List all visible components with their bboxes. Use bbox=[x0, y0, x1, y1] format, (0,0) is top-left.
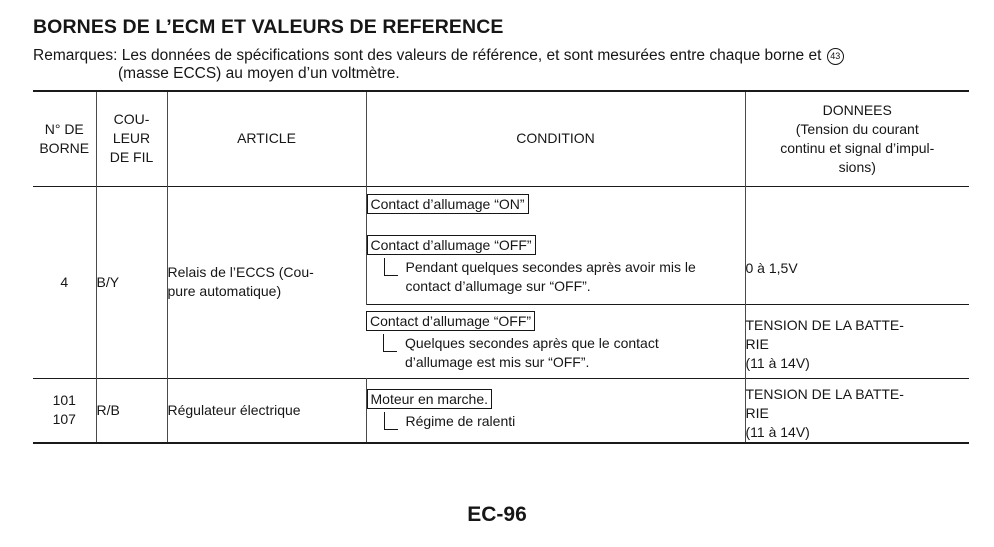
condition-sub-line: contact d’allumage sur “OFF”. bbox=[405, 278, 591, 294]
header-donnees-line: continu et signal d’impul- bbox=[780, 139, 935, 156]
header-donnees bbox=[745, 91, 969, 186]
donnees-line: (11 à 14V) bbox=[745, 354, 810, 371]
condition-box: Contact d’allumage “OFF” bbox=[366, 311, 535, 331]
donnees-line: TENSION DE LA BATTE- bbox=[745, 385, 904, 402]
remark-line-2: (masse ECCS) au moyen d’un voltmètre. bbox=[118, 65, 400, 82]
header-donnees-line: sions) bbox=[838, 158, 876, 175]
remark-line-1: Remarques: Les données de spécifications sont des valeurs de référence, et sont mesurées entre chaque borne et bbox=[33, 47, 822, 64]
table-row bbox=[33, 378, 969, 443]
condition-sub bbox=[383, 334, 745, 372]
cell-borne: 4 bbox=[33, 186, 96, 378]
branch-connector-icon bbox=[384, 258, 398, 276]
condition-sub-line: Régime de ralenti bbox=[405, 413, 516, 429]
header-borne-line: BORNE bbox=[39, 139, 90, 156]
condition-box: Contact d’allumage “OFF” bbox=[367, 235, 536, 255]
header-couleur-line: LEUR bbox=[112, 130, 151, 147]
donnees-line: TENSION DE LA BATTE- bbox=[745, 316, 904, 333]
spacer bbox=[367, 214, 745, 235]
page-title: BORNES DE L’ECM ET VALEURS DE REFERENCE bbox=[33, 16, 504, 38]
condition-sub-line: d’allumage est mis sur “OFF”. bbox=[405, 353, 590, 370]
header-couleur bbox=[96, 91, 167, 186]
cell-article bbox=[167, 186, 366, 378]
donnees-line: RIE bbox=[745, 404, 769, 421]
remark-note bbox=[33, 47, 963, 82]
borne-line: 101 bbox=[52, 392, 76, 408]
condition-sub bbox=[384, 258, 745, 296]
cell-condition bbox=[366, 186, 745, 304]
terminal-reference-table bbox=[33, 90, 969, 444]
cell-condition bbox=[366, 378, 745, 443]
cell-article: Régulateur électrique bbox=[167, 378, 366, 443]
condition-box: Moteur en marche. bbox=[367, 389, 493, 409]
header-donnees-line: (Tension du courant bbox=[795, 120, 919, 137]
cell-condition bbox=[366, 304, 745, 378]
borne-line: 107 bbox=[52, 411, 76, 427]
condition-sub bbox=[384, 412, 745, 431]
header-donnees-line: DONNEES bbox=[822, 101, 892, 118]
cell-donnees: 0 à 1,5V bbox=[745, 186, 969, 304]
branch-connector-icon bbox=[384, 412, 398, 430]
circled-number-43: 43 bbox=[827, 48, 844, 65]
header-couleur-line: COU- bbox=[113, 111, 150, 128]
cell-donnees bbox=[745, 304, 969, 378]
header-couleur-line: DE FIL bbox=[109, 149, 154, 166]
article-line: Relais de l’ECCS (Cou- bbox=[167, 264, 314, 280]
article-line: pure automatique) bbox=[167, 283, 282, 299]
cell-couleur: B/Y bbox=[96, 186, 167, 378]
condition-sub-line: Quelques secondes après que le contact bbox=[405, 334, 659, 351]
header-borne-line: N° DE bbox=[44, 120, 84, 137]
header-condition: CONDITION bbox=[366, 91, 745, 186]
page-number: EC-96 bbox=[467, 503, 527, 526]
cell-couleur: R/B bbox=[96, 378, 167, 443]
cell-borne bbox=[33, 378, 96, 443]
condition-sub-line: Pendant quelques secondes après avoir mis le bbox=[405, 259, 696, 275]
condition-box: Contact d’allumage “ON” bbox=[367, 194, 529, 214]
branch-connector-icon bbox=[383, 334, 397, 352]
header-borne bbox=[33, 91, 96, 186]
donnees-line: (11 à 14V) bbox=[745, 423, 810, 440]
table-header-row bbox=[33, 91, 969, 186]
cell-donnees bbox=[745, 378, 969, 443]
table-row bbox=[33, 186, 969, 304]
header-article: ARTICLE bbox=[167, 91, 366, 186]
donnees-line: RIE bbox=[745, 335, 769, 352]
